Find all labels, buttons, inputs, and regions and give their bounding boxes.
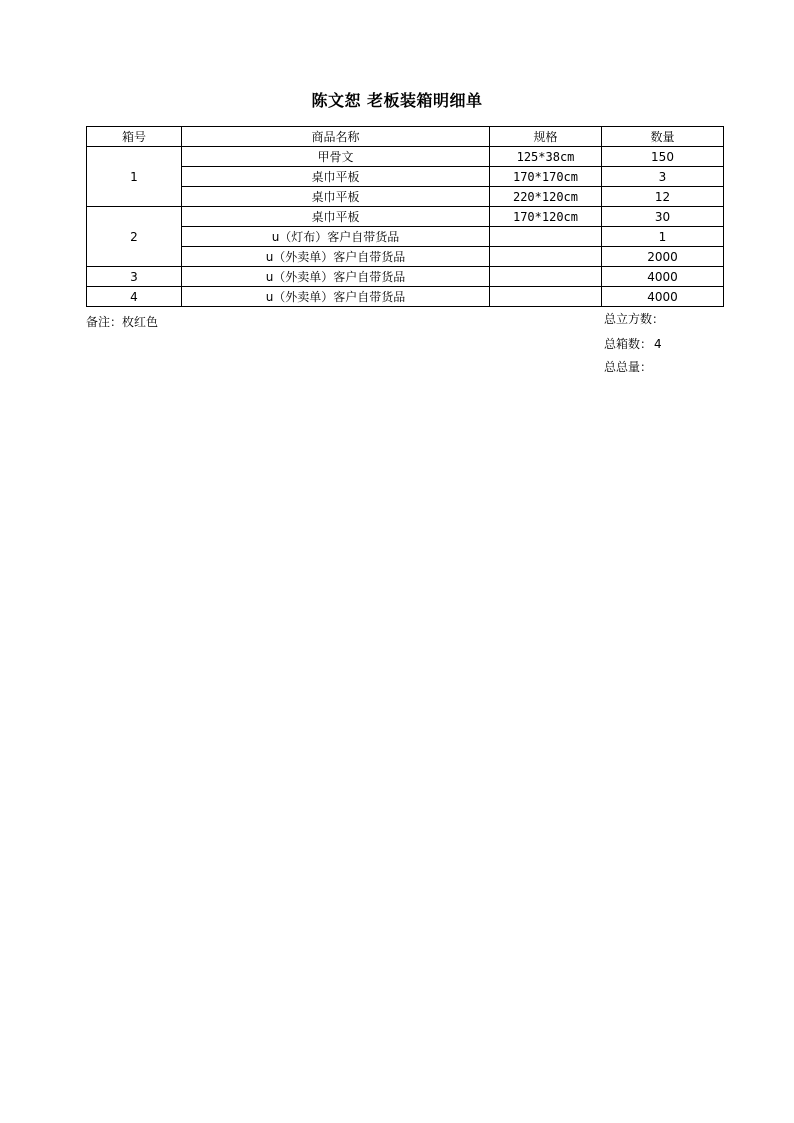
spec-cell [490,227,602,247]
product-name-cell: 甲骨文 [182,147,490,167]
quantity-cell: 150 [602,147,724,167]
packing-list-table [86,126,724,307]
spec-cell: 220*120cm [490,187,602,207]
product-name-cell: u（灯布）客户自带货品 [182,227,490,247]
table-row [87,187,724,207]
quantity-cell: 4000 [602,287,724,307]
spec-cell: 170*120cm [490,207,602,227]
header-quantity: 数量 [602,127,724,147]
box-number-cell: 2 [87,207,182,267]
total-weight-line [604,358,654,375]
box-number-cell: 3 [87,267,182,287]
table-row [87,147,724,167]
table-row [87,167,724,187]
table-row [87,227,724,247]
spec-cell [490,247,602,267]
table-row [87,267,724,287]
product-name-cell: u（外卖单）客户自带货品 [182,287,490,307]
total-weight-label: 总总量： [604,360,653,374]
header-box-no: 箱号 [87,127,182,147]
product-name-cell: u（外卖单）客户自带货品 [182,267,490,287]
spec-cell: 170*170cm [490,167,602,187]
quantity-cell: 4000 [602,267,724,287]
spec-cell [490,267,602,287]
total-volume-line [604,310,666,327]
table-row [87,247,724,267]
remark-note: 备注：枚红色 [86,315,159,329]
quantity-cell: 2000 [602,247,724,267]
table-row [87,207,724,227]
spec-cell [490,287,602,307]
table-header-row [87,127,724,147]
table-row [87,287,724,307]
page-title: 陈文恕 老板装箱明细单 [311,91,483,110]
product-name-cell: u（外卖单）客户自带货品 [182,247,490,267]
header-product-name: 商品名称 [182,127,490,147]
total-volume-label: 总立方数： [604,312,665,326]
box-number-cell: 1 [87,147,182,207]
header-spec: 规格 [490,127,602,147]
product-name-cell: 桌巾平板 [182,207,490,227]
quantity-cell: 3 [602,167,724,187]
quantity-cell: 1 [602,227,724,247]
spec-cell: 125*38cm [490,147,602,167]
quantity-cell: 30 [602,207,724,227]
product-name-cell: 桌巾平板 [182,167,490,187]
product-name-cell: 桌巾平板 [182,187,490,207]
total-boxes-line [604,335,662,352]
total-boxes-label: 总箱数： [604,337,653,351]
box-number-cell: 4 [87,287,182,307]
quantity-cell: 12 [602,187,724,207]
total-boxes-value: 4 [654,337,662,351]
